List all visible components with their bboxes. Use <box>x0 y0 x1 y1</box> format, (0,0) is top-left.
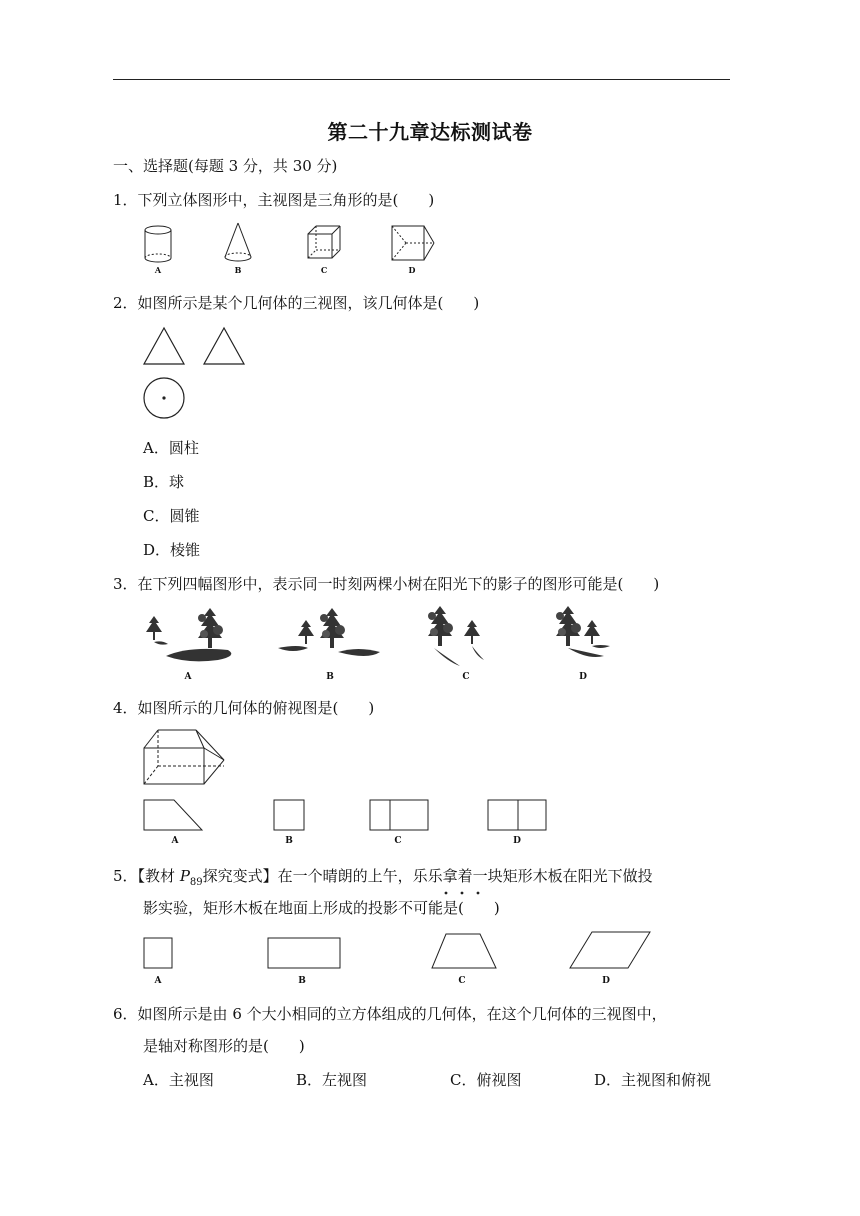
question-5-line-2: 影实验，矩形木板在地面上形成的投影不可能是( ) <box>143 899 500 917</box>
figure-d-trees <box>556 606 610 657</box>
q4-option-figures <box>140 798 560 834</box>
question-4 <box>113 698 374 718</box>
question-number: 1． <box>113 191 138 209</box>
fig-label-b: B <box>326 672 334 682</box>
figure-b-trees <box>278 608 380 656</box>
fig-label-b: B <box>285 836 293 846</box>
page-title: 第二十九章达标测试卷 <box>327 120 533 144</box>
front-view-triangle <box>144 328 184 364</box>
question-1 <box>113 190 434 210</box>
question-2 <box>113 293 479 313</box>
fig-label-c: C <box>462 672 470 682</box>
fig-label-a: A <box>184 672 192 682</box>
fig-label-d: D <box>602 976 610 986</box>
option-c-trapezoid <box>432 934 496 968</box>
fig-label-d: D <box>579 672 587 682</box>
option-d-parallelogram <box>570 932 650 968</box>
fig-label-a: A <box>171 836 179 846</box>
question-stem: 在下列四幅图形中，表示同一时刻两棵小树在阳光下的影子的图形可能是( ) <box>137 575 660 593</box>
fig-label-d: D <box>513 836 521 846</box>
prism-figure <box>392 226 434 260</box>
option-d[interactable]: D．主视图和俯视 <box>594 1071 712 1089</box>
cone-figure <box>225 223 251 261</box>
question-number: 2． <box>113 294 138 312</box>
side-view-triangle <box>204 328 244 364</box>
figure-c-trees <box>428 606 484 666</box>
q4-solid <box>140 726 230 786</box>
option-d-rect <box>488 800 546 830</box>
question-stem: 下列立体图形中，主视图是三角形的是( ) <box>137 191 435 209</box>
emphasis-text: 不可能 <box>398 899 444 917</box>
cube-figure <box>308 226 340 258</box>
option-c[interactable]: C．俯视图 <box>450 1071 522 1089</box>
option-b[interactable]: B．左视图 <box>296 1071 368 1089</box>
q2-three-views <box>140 326 260 422</box>
option-b-rectangle <box>268 938 340 968</box>
header-rule <box>113 79 730 80</box>
question-number: 4． <box>113 699 138 717</box>
top-view-center-dot <box>162 396 165 399</box>
option-c-rect <box>370 800 428 830</box>
option-b-square <box>274 800 304 830</box>
fig-label-c: C <box>320 265 328 275</box>
option-d[interactable]: D．棱锥 <box>143 541 201 559</box>
option-b[interactable]: B．球 <box>143 473 185 491</box>
option-a-square <box>144 938 172 968</box>
option-a[interactable]: A．主视图 <box>143 1071 214 1089</box>
question-5-line-1: 5．【教材 $P_{89}$探究变式】在一个晴朗的上午，乐乐拿着一块矩形木板在阳光下做投 <box>113 867 653 888</box>
fig-label-b: B <box>298 976 306 986</box>
fig-label-a: A <box>154 265 162 275</box>
fig-label-c: C <box>394 836 402 846</box>
figure-a-trees <box>146 608 231 661</box>
q5-emphasis-dots <box>440 890 490 896</box>
q5-option-figures <box>140 930 660 974</box>
fig-label-d: D <box>408 265 416 275</box>
question-stem: 如图所示的几何体的俯视图是( ) <box>137 699 375 717</box>
question-6-line-2: 是轴对称图形的是( ) <box>143 1037 305 1055</box>
fig-label-c: C <box>458 976 466 986</box>
option-c[interactable]: C．圆锥 <box>143 507 200 525</box>
question-stem: 如图所示是某个几何体的三视图，该几何体是( ) <box>137 294 480 312</box>
q3-tree-shadow-figures <box>138 606 618 670</box>
option-a-trapezoid <box>144 800 202 830</box>
question-number: 3． <box>113 575 138 593</box>
question-6-line-1: 6．如图所示是由 6 个大小相同的立方体组成的几何体，在这个几何体的三视图中， <box>113 1005 667 1023</box>
section-heading: 一、选择题(每题 3 分，共 30 分) <box>113 157 338 175</box>
fig-label-a: A <box>154 976 162 986</box>
option-a[interactable]: A．圆柱 <box>143 439 199 457</box>
question-3 <box>113 574 659 594</box>
cylinder-figure <box>145 226 171 262</box>
fig-label-b: B <box>234 265 242 275</box>
